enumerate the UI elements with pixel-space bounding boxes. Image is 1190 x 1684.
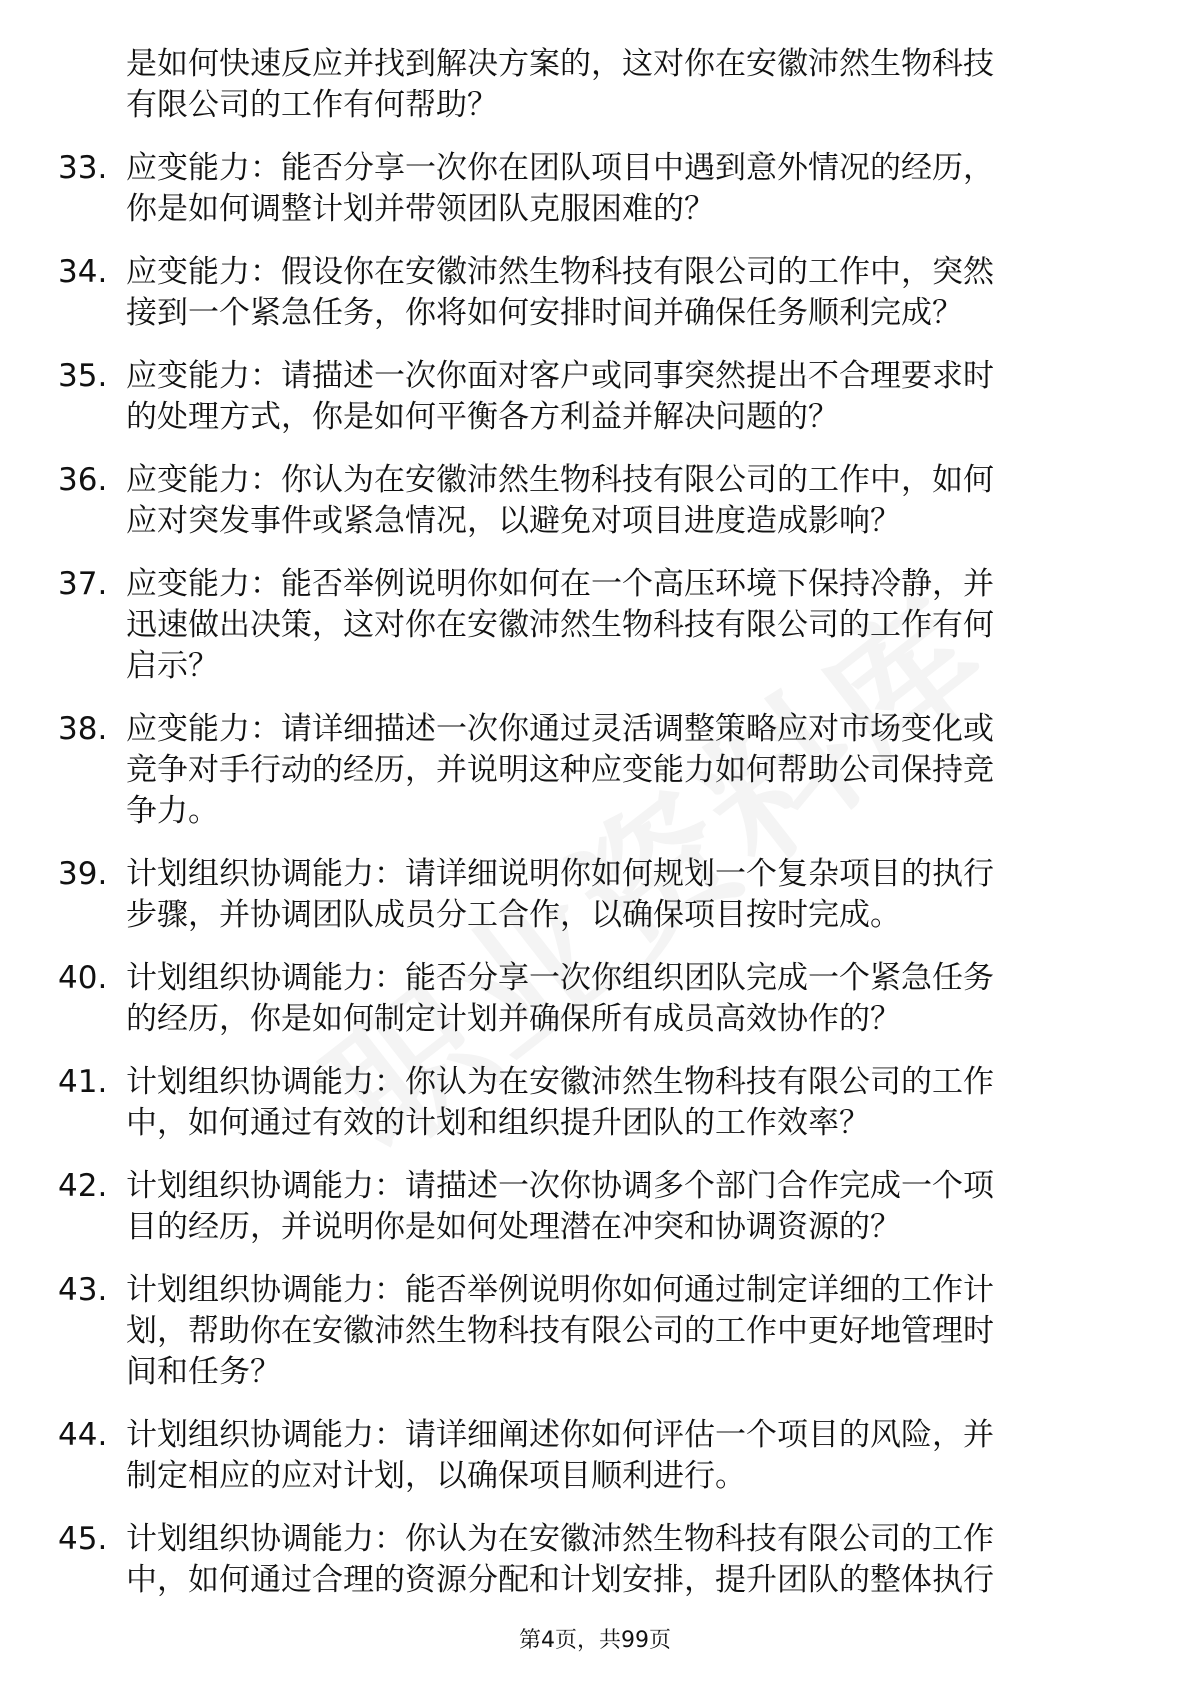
question-text (126, 564, 1118, 687)
text-line: 计划组织协调能力：你认为在安徽沛然生物科技有限公司的工作 (126, 1064, 994, 1100)
question-number: 40. (58, 960, 108, 996)
text-line: 应变能力：能否分享一次你在团队项目中遇到意外情况的经历， (126, 150, 994, 186)
question-text (126, 854, 1118, 936)
question-item (58, 1415, 1118, 1497)
question-item (58, 1062, 1118, 1144)
question-number: 33. (58, 150, 108, 186)
text-line: 应变能力：请详细描述一次你通过灵活调整策略应对市场变化或 (126, 711, 994, 747)
question-text (126, 958, 1118, 1040)
text-line: 计划组织协调能力：能否举例说明你如何通过制定详细的工作计 (126, 1272, 994, 1308)
text-line: 计划组织协调能力：你认为在安徽沛然生物科技有限公司的工作 (126, 1521, 994, 1557)
question-number: 41. (58, 1064, 108, 1100)
text-line: 计划组织协调能力：请详细说明你如何规划一个复杂项目的执行 (126, 856, 994, 892)
continued-question-text (58, 44, 1118, 126)
text-line: 应变能力：请描述一次你面对客户或同事突然提出不合理要求时 (126, 358, 994, 394)
text-line: 的经历，你是如何制定计划并确保所有成员高效协作的？ (126, 1001, 901, 1037)
question-item (58, 958, 1118, 1040)
text-line: 制定相应的应对计划，以确保项目顺利进行。 (126, 1458, 746, 1494)
question-number: 44. (58, 1417, 108, 1453)
question-number: 36. (58, 462, 108, 498)
text-line: 的处理方式，你是如何平衡各方利益并解决问题的？ (126, 399, 839, 435)
question-item (58, 356, 1118, 438)
text-line: 步骤，并协调团队成员分工合作，以确保项目按时完成。 (126, 897, 901, 933)
text-line: 有限公司的工作有何帮助？ (126, 87, 498, 123)
question-text (126, 1062, 1118, 1144)
question-number: 38. (58, 711, 108, 747)
text-line: 计划组织协调能力：能否分享一次你组织团队完成一个紧急任务 (126, 960, 994, 996)
question-number: 37. (58, 566, 108, 602)
text-line: 接到一个紧急任务，你将如何安排时间并确保任务顺利完成？ (126, 295, 963, 331)
question-item (58, 854, 1118, 936)
text-line: 目的经历，并说明你是如何处理潜在冲突和协调资源的？ (126, 1209, 901, 1245)
question-text (126, 1415, 1118, 1497)
text-line: 应变能力：假设你在安徽沛然生物科技有限公司的工作中，突然 (126, 254, 994, 290)
question-item (58, 1166, 1118, 1248)
question-number: 39. (58, 856, 108, 892)
text-line: 竞争对手行动的经历，并说明这种应变能力如何帮助公司保持竞 (126, 752, 994, 788)
question-text (126, 1166, 1118, 1248)
question-item (58, 1519, 1118, 1601)
text-line: 中，如何通过合理的资源分配和计划安排，提升团队的整体执行 (126, 1562, 994, 1598)
question-number: 42. (58, 1168, 108, 1204)
question-number: 43. (58, 1272, 108, 1308)
text-line: 计划组织协调能力：请详细阐述你如何评估一个项目的风险，并 (126, 1417, 994, 1453)
question-item (58, 460, 1118, 542)
text-line: 迅速做出决策，这对你在安徽沛然生物科技有限公司的工作有何 (126, 607, 994, 643)
question-number: 45. (58, 1521, 108, 1557)
question-number: 35. (58, 358, 108, 394)
question-text (126, 148, 1118, 230)
text-line: 争力。 (126, 793, 219, 829)
question-item (58, 252, 1118, 334)
text-line: 应变能力：能否举例说明你如何在一个高压环境下保持冷静，并 (126, 566, 994, 602)
question-item (58, 148, 1118, 230)
question-text (126, 252, 1118, 334)
question-list (58, 44, 1118, 1623)
question-item (58, 709, 1118, 832)
text-line: 你是如何调整计划并带领团队克服困难的？ (126, 191, 715, 227)
text-line: 应对突发事件或紧急情况，以避免对项目进度造成影响？ (126, 503, 901, 539)
question-item (58, 1270, 1118, 1393)
question-text (126, 709, 1118, 832)
question-text (126, 460, 1118, 542)
question-text (126, 356, 1118, 438)
text-line: 启示？ (126, 648, 219, 684)
text-line: 是如何快速反应并找到解决方案的，这对你在安徽沛然生物科技 (126, 46, 994, 82)
text-line: 中，如何通过有效的计划和组织提升团队的工作效率？ (126, 1105, 870, 1141)
text-line: 应变能力：你认为在安徽沛然生物科技有限公司的工作中，如何 (126, 462, 994, 498)
question-text (126, 1519, 1118, 1601)
question-number: 34. (58, 254, 108, 290)
text-line: 划，帮助你在安徽沛然生物科技有限公司的工作中更好地管理时 (126, 1313, 994, 1349)
text-line: 间和任务？ (126, 1354, 281, 1390)
text-line: 计划组织协调能力：请描述一次你协调多个部门合作完成一个项 (126, 1168, 994, 1204)
question-text (126, 1270, 1118, 1393)
question-item (58, 564, 1118, 687)
page-footer: 第4页，共99页 (519, 1628, 671, 1653)
